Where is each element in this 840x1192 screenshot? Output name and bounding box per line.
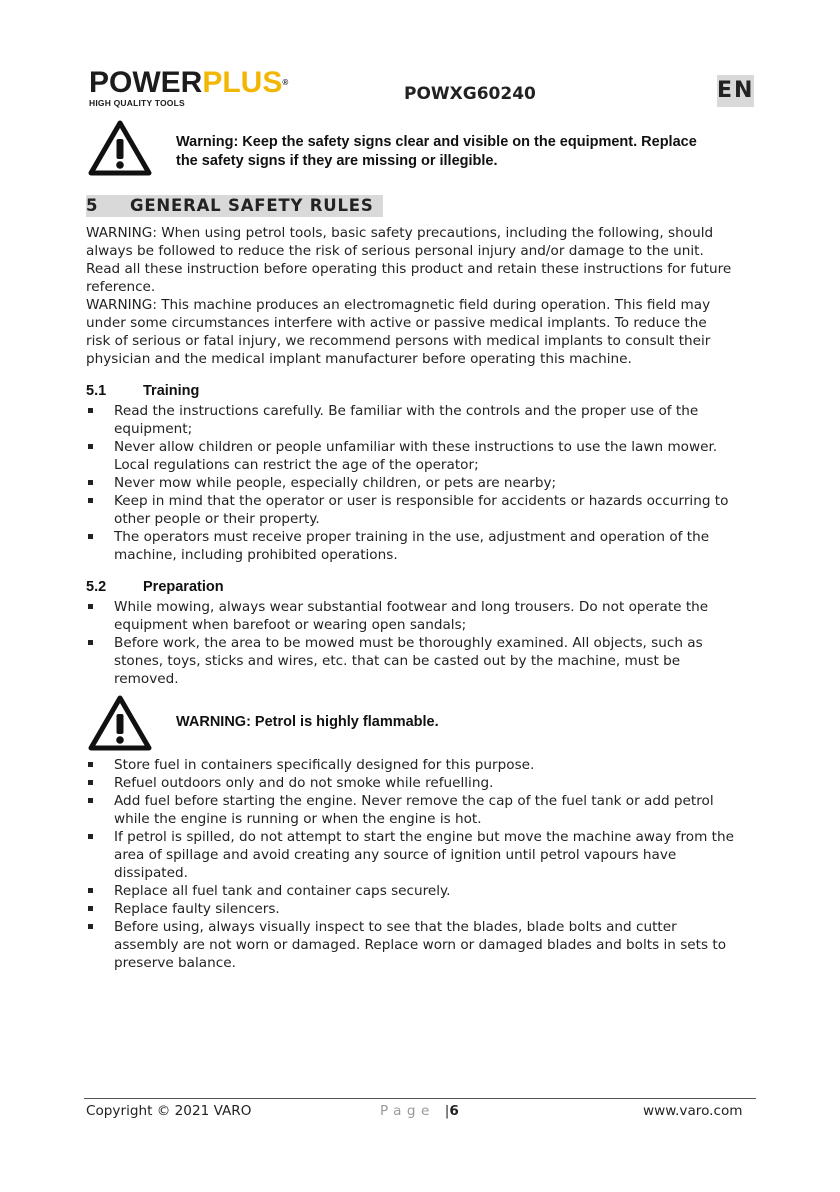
warning-petrol-flammable: WARNING: Petrol is highly flammable. — [176, 714, 439, 730]
text-line: WARNING: When using petrol tools, basic safety precautions, including the following, should — [86, 225, 714, 241]
bullet-square-icon — [88, 924, 93, 929]
warning-line: Warning: Keep the safety signs clear and visible on the equipment. Replace — [176, 134, 697, 150]
subsection-number: 5.2 — [86, 579, 107, 595]
text-line: always be followed to reduce the risk of serious personal injury and/or damage to the unit. — [86, 243, 704, 259]
subsection-heading-preparation — [86, 579, 224, 595]
section-heading — [86, 195, 383, 217]
list-item: If petrol is spilled, do not attempt to start the engine but move the machine away from the area of spillage and avoid creating any source of ignition until petrol vapours have dissipated. — [86, 828, 766, 882]
text-line: risk of serious or fatal injury, we recommend persons with medical implants to consult their — [86, 333, 711, 349]
bullet-square-icon — [88, 798, 93, 803]
page-number: 6 — [449, 1103, 459, 1119]
subsection-number: 5.1 — [86, 383, 107, 399]
warning-line: the safety signs if they are missing or illegible. — [176, 153, 498, 169]
warning-triangle-icon — [88, 120, 152, 176]
list-item: While mowing, always wear substantial footwear and long trousers. Do not operate the equipment when barefoot or wearing open sandals; — [86, 598, 766, 634]
text-line: WARNING: This machine produces an electromagnetic field during operation. This field may — [86, 297, 711, 313]
bullet-square-icon — [88, 604, 93, 609]
preparation-list — [86, 598, 766, 688]
warning-safety-signs — [176, 133, 697, 171]
bullet-square-icon — [88, 888, 93, 893]
list-item: Store fuel in containers specifically designed for this purpose. — [86, 756, 766, 774]
logo-word-power: POWER — [89, 66, 203, 99]
list-item: Add fuel before starting the engine. Never remove the cap of the fuel tank or add petrol while the engine is running or when the engine is hot. — [86, 792, 766, 828]
petrol-list — [86, 756, 766, 972]
training-list — [86, 402, 766, 564]
list-item: Refuel outdoors only and do not smoke while refuelling. — [86, 774, 766, 792]
section-title: GENERAL SAFETY RULES — [130, 196, 374, 215]
text-line: reference. — [86, 279, 156, 295]
bullet-square-icon — [88, 762, 93, 767]
model-number: POWXG60240 — [404, 84, 536, 104]
footer-divider — [84, 1098, 756, 1099]
bullet-square-icon — [88, 780, 93, 785]
bullet-square-icon — [88, 534, 93, 539]
bullet-square-icon — [88, 834, 93, 839]
subsection-title: Preparation — [143, 579, 224, 595]
logo-tagline: HIGH QUALITY TOOLS — [89, 98, 185, 108]
list-item: Replace all fuel tank and container caps securely. — [86, 882, 766, 900]
bullet-square-icon — [88, 480, 93, 485]
text-line: Read all these instruction before operating this product and retain these instructions for future — [86, 261, 732, 277]
subsection-heading-training — [86, 383, 199, 399]
list-item: Never mow while people, especially children, or pets are nearby; — [86, 474, 766, 492]
logo-word-plus: PLUS — [202, 66, 283, 99]
bullet-square-icon — [88, 444, 93, 449]
bullet-square-icon — [88, 906, 93, 911]
page-label: Page — [380, 1103, 435, 1119]
list-item: Never allow children or people unfamiliar with these instructions to use the lawn mower. Local regulations can restrict the age of the operator; — [86, 438, 766, 474]
list-item: The operators must receive proper training in the use, adjustment and operation of the machine, including prohibited operations. — [86, 528, 766, 564]
bullet-square-icon — [88, 640, 93, 645]
section-number: 5 — [86, 196, 99, 215]
subsection-title: Training — [143, 383, 200, 399]
list-item: Before using, always visually inspect to see that the blades, blade bolts and cutter assembly are not worn or damaged. Replace worn or damaged blades and bolts in sets to preserve balance. — [86, 918, 766, 972]
text-line: under some circumstances interfere with active or passive medical implants. To reduce the — [86, 315, 707, 331]
list-item: Before work, the area to be mowed must be thoroughly examined. All objects, such as stones, toys, sticks and wires, etc. that can be casted out by the machine, must be removed. — [86, 634, 766, 688]
language-badge: EN — [717, 75, 754, 107]
footer-copyright: Copyright © 2021 VARO — [86, 1103, 252, 1119]
text-line: physician and the medical implant manufacturer before operating this machine. — [86, 351, 632, 367]
page-separator: | — [444, 1103, 450, 1119]
bullet-square-icon — [88, 408, 93, 413]
intro-paragraph — [86, 224, 756, 368]
list-item: Replace faulty silencers. — [86, 900, 766, 918]
list-item: Read the instructions carefully. Be familiar with the controls and the proper use of the equipment; — [86, 402, 766, 438]
powerplus-logo — [89, 68, 289, 108]
warning-triangle-icon — [88, 695, 152, 751]
bullet-square-icon — [88, 498, 93, 503]
logo-registered-mark: ® — [282, 78, 289, 87]
footer-page-indicator — [380, 1103, 459, 1119]
list-item: Keep in mind that the operator or user is responsible for accidents or hazards occurring to other people or their property. — [86, 492, 766, 528]
footer-website-link[interactable]: www.varo.com — [643, 1103, 743, 1119]
